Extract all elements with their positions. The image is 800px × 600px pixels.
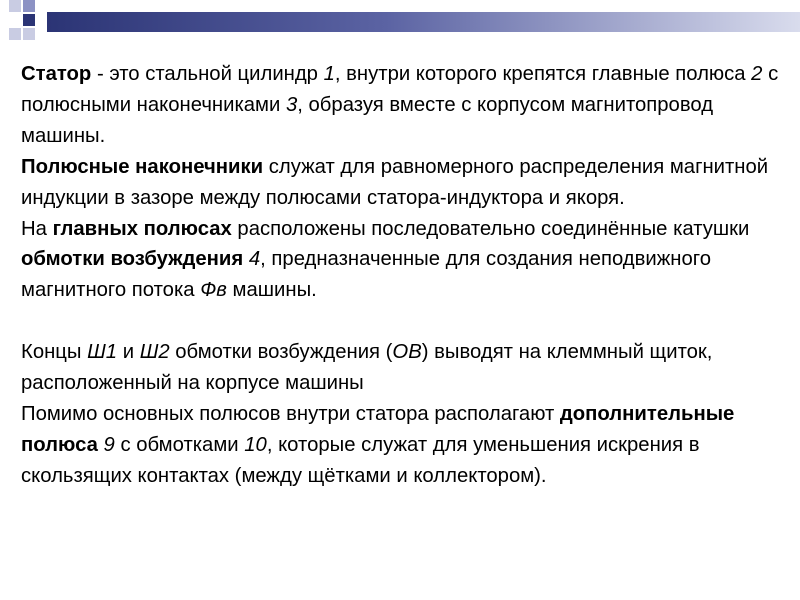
text-segment: с обмотками (114, 433, 245, 456)
text-segment: - это стальной цилиндр (91, 63, 324, 85)
text-segment: , которые служат для уменьшения искрения в скользящих контактах (между щётками и коллектором). (21, 433, 700, 487)
italic-label: Ш2 (139, 341, 170, 364)
text-segment: На (21, 217, 53, 240)
blank-line (21, 306, 781, 337)
paragraph (21, 214, 781, 307)
paragraph (21, 152, 781, 214)
text-segment: служат для равномерного распределения магнитной индукции в зазоре между полюсами статора-индуктора и якоря. (21, 155, 769, 209)
italic-label: 4 (248, 248, 261, 271)
decorative-square-icon (23, 0, 35, 12)
text-segment: , внутри которого крепятся главные полюса (334, 63, 752, 85)
text-segment: с полюсными наконечниками (21, 63, 779, 116)
header-decoration (0, 0, 800, 50)
italic-label: 1 (323, 63, 335, 85)
paragraph (21, 59, 781, 152)
bold-term: главных полюсах (52, 217, 232, 240)
text-segment: ) выводят на клеммный щиток, расположенный на корпусе машины (21, 341, 713, 395)
bold-term: дополнительные полюса (21, 402, 735, 456)
bold-term: Статор (21, 63, 92, 85)
text-segment: Концы (21, 341, 88, 364)
italic-label: Фв (200, 279, 227, 302)
text-segment: , образуя вместе с корпусом магнитопровод машины. (21, 93, 714, 147)
bold-term: Полюсные наконечники (21, 155, 264, 178)
decorative-square-icon (9, 0, 21, 12)
decorative-square-icon (23, 28, 35, 40)
paragraph (21, 399, 781, 492)
decorative-square-icon (9, 28, 21, 40)
text-segment: и (117, 341, 140, 364)
slide-body-text (21, 59, 781, 492)
text-segment: обмотки возбуждения ( (169, 341, 393, 364)
italic-label: Ш1 (87, 341, 118, 364)
italic-label: 10 (244, 433, 267, 456)
text-segment: Помимо основных полюсов внутри статора располагают (21, 402, 560, 425)
header-gradient-bar (47, 12, 800, 32)
paragraph (21, 337, 781, 399)
italic-label: 2 (751, 63, 763, 85)
italic-label: 3 (285, 93, 298, 116)
decorative-square-icon (23, 14, 35, 26)
italic-label: 9 (103, 433, 115, 456)
text-segment: расположены последовательно соединённые катушки (231, 217, 750, 240)
italic-label: ОВ (392, 341, 422, 364)
bold-term: обмотки возбуждения (21, 248, 244, 271)
text-segment: , предназначенные для создания неподвижного магнитного потока (21, 248, 712, 302)
text-segment: машины. (226, 279, 317, 302)
